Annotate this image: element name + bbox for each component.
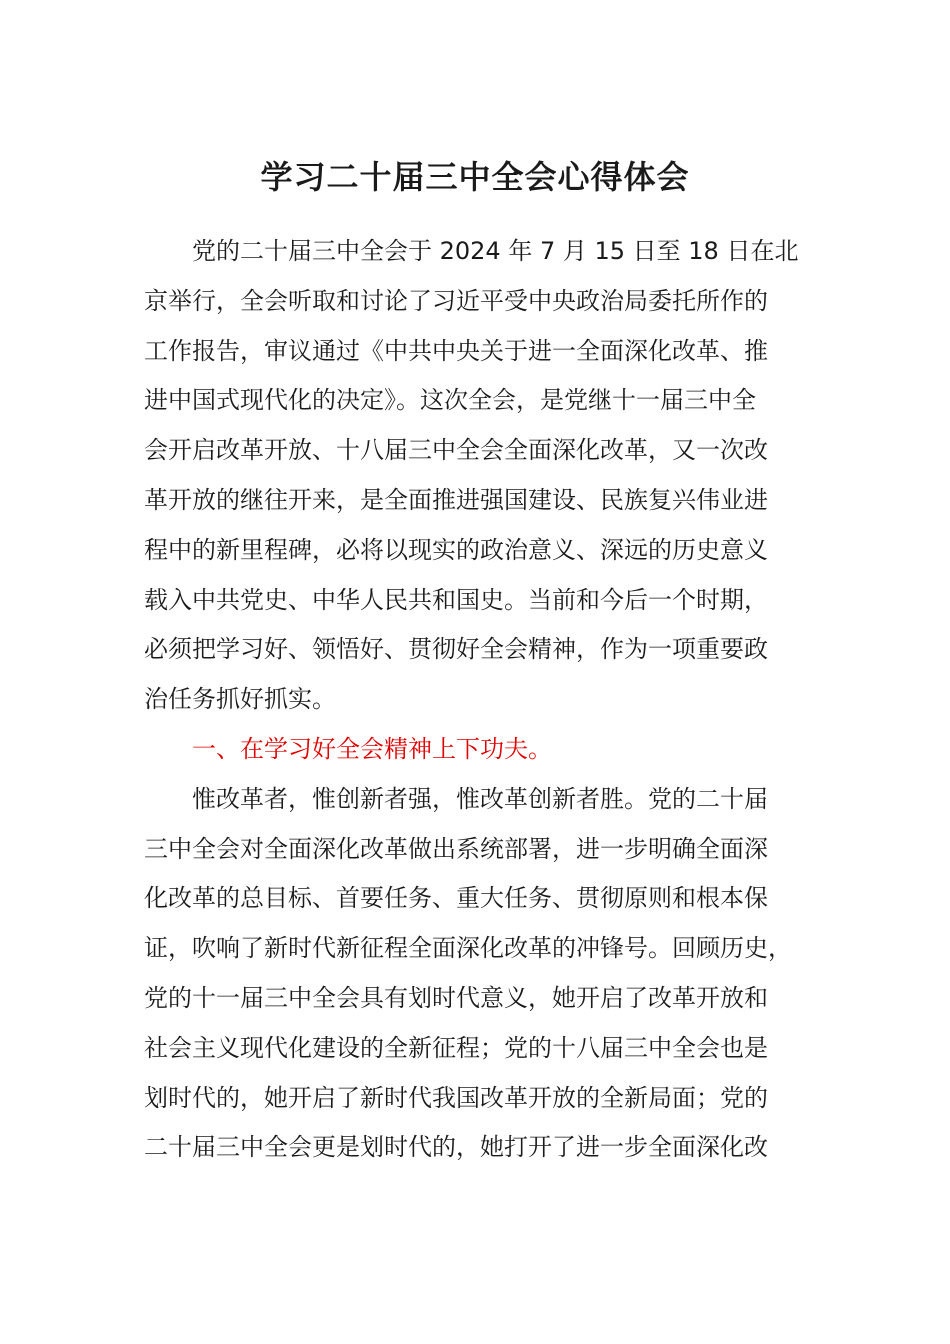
paragraph-line: 证，吹响了新时代新征程全面深化改革的冲锋号。回顾历史， xyxy=(144,934,792,963)
paragraph-line: 划时代的，她开启了新时代我国改革开放的全新局面；党的 xyxy=(144,1083,768,1112)
document-body xyxy=(144,227,804,1173)
paragraph-line: 党的二十届三中全会于 2024 年 7 月 15 日至 18 日在北 xyxy=(192,237,799,265)
paragraph-section-one xyxy=(144,775,804,1173)
paragraph-line: 惟改革者，惟创新者强，惟改革创新者胜。党的二十届 xyxy=(192,784,768,813)
paragraph-line: 三中全会对全面深化改革做出系统部署，进一步明确全面深 xyxy=(144,834,768,863)
paragraph-line: 化改革的总目标、首要任务、重大任务、贯彻原则和根本保 xyxy=(144,884,768,913)
paragraph-line: 会开启改革开放、十八届三中全会全面深化改革，又一次改 xyxy=(144,436,768,465)
paragraph-line: 载入中共党史、中华人民共和国史。当前和今后一个时期， xyxy=(144,585,768,614)
section-heading: 一、在学习好全会精神上下功夫。 xyxy=(192,734,552,763)
paragraph-line: 革开放的继往开来，是全面推进强国建设、民族复兴伟业进 xyxy=(144,485,768,514)
paragraph-line: 工作报告，审议通过《中共中央关于进一全面深化改革、推 xyxy=(144,336,768,365)
paragraph-intro xyxy=(144,227,804,725)
document-title: 学习二十届三中全会心得体会 xyxy=(260,158,690,196)
paragraph-line: 程中的新里程碑，必将以现实的政治意义、深远的历史意义 xyxy=(144,535,768,564)
paragraph-line: 党的十一届三中全会具有划时代意义，她开启了改革开放和 xyxy=(144,983,768,1012)
paragraph-line: 必须把学习好、领悟好、贯彻好全会精神，作为一项重要政 xyxy=(144,635,768,664)
paragraph-line: 京举行，全会听取和讨论了习近平受中央政治局委托所作的 xyxy=(144,286,768,315)
paragraph-line: 二十届三中全会更是划时代的，她打开了进一步全面深化改 xyxy=(144,1133,768,1162)
paragraph-line: 进中国式现代化的决定》。这次全会，是党继十一届三中全 xyxy=(144,386,756,415)
paragraph-line: 社会主义现代化建设的全新征程；党的十八届三中全会也是 xyxy=(144,1033,768,1062)
paragraph-line: 治任务抓好抓实。 xyxy=(144,685,336,714)
